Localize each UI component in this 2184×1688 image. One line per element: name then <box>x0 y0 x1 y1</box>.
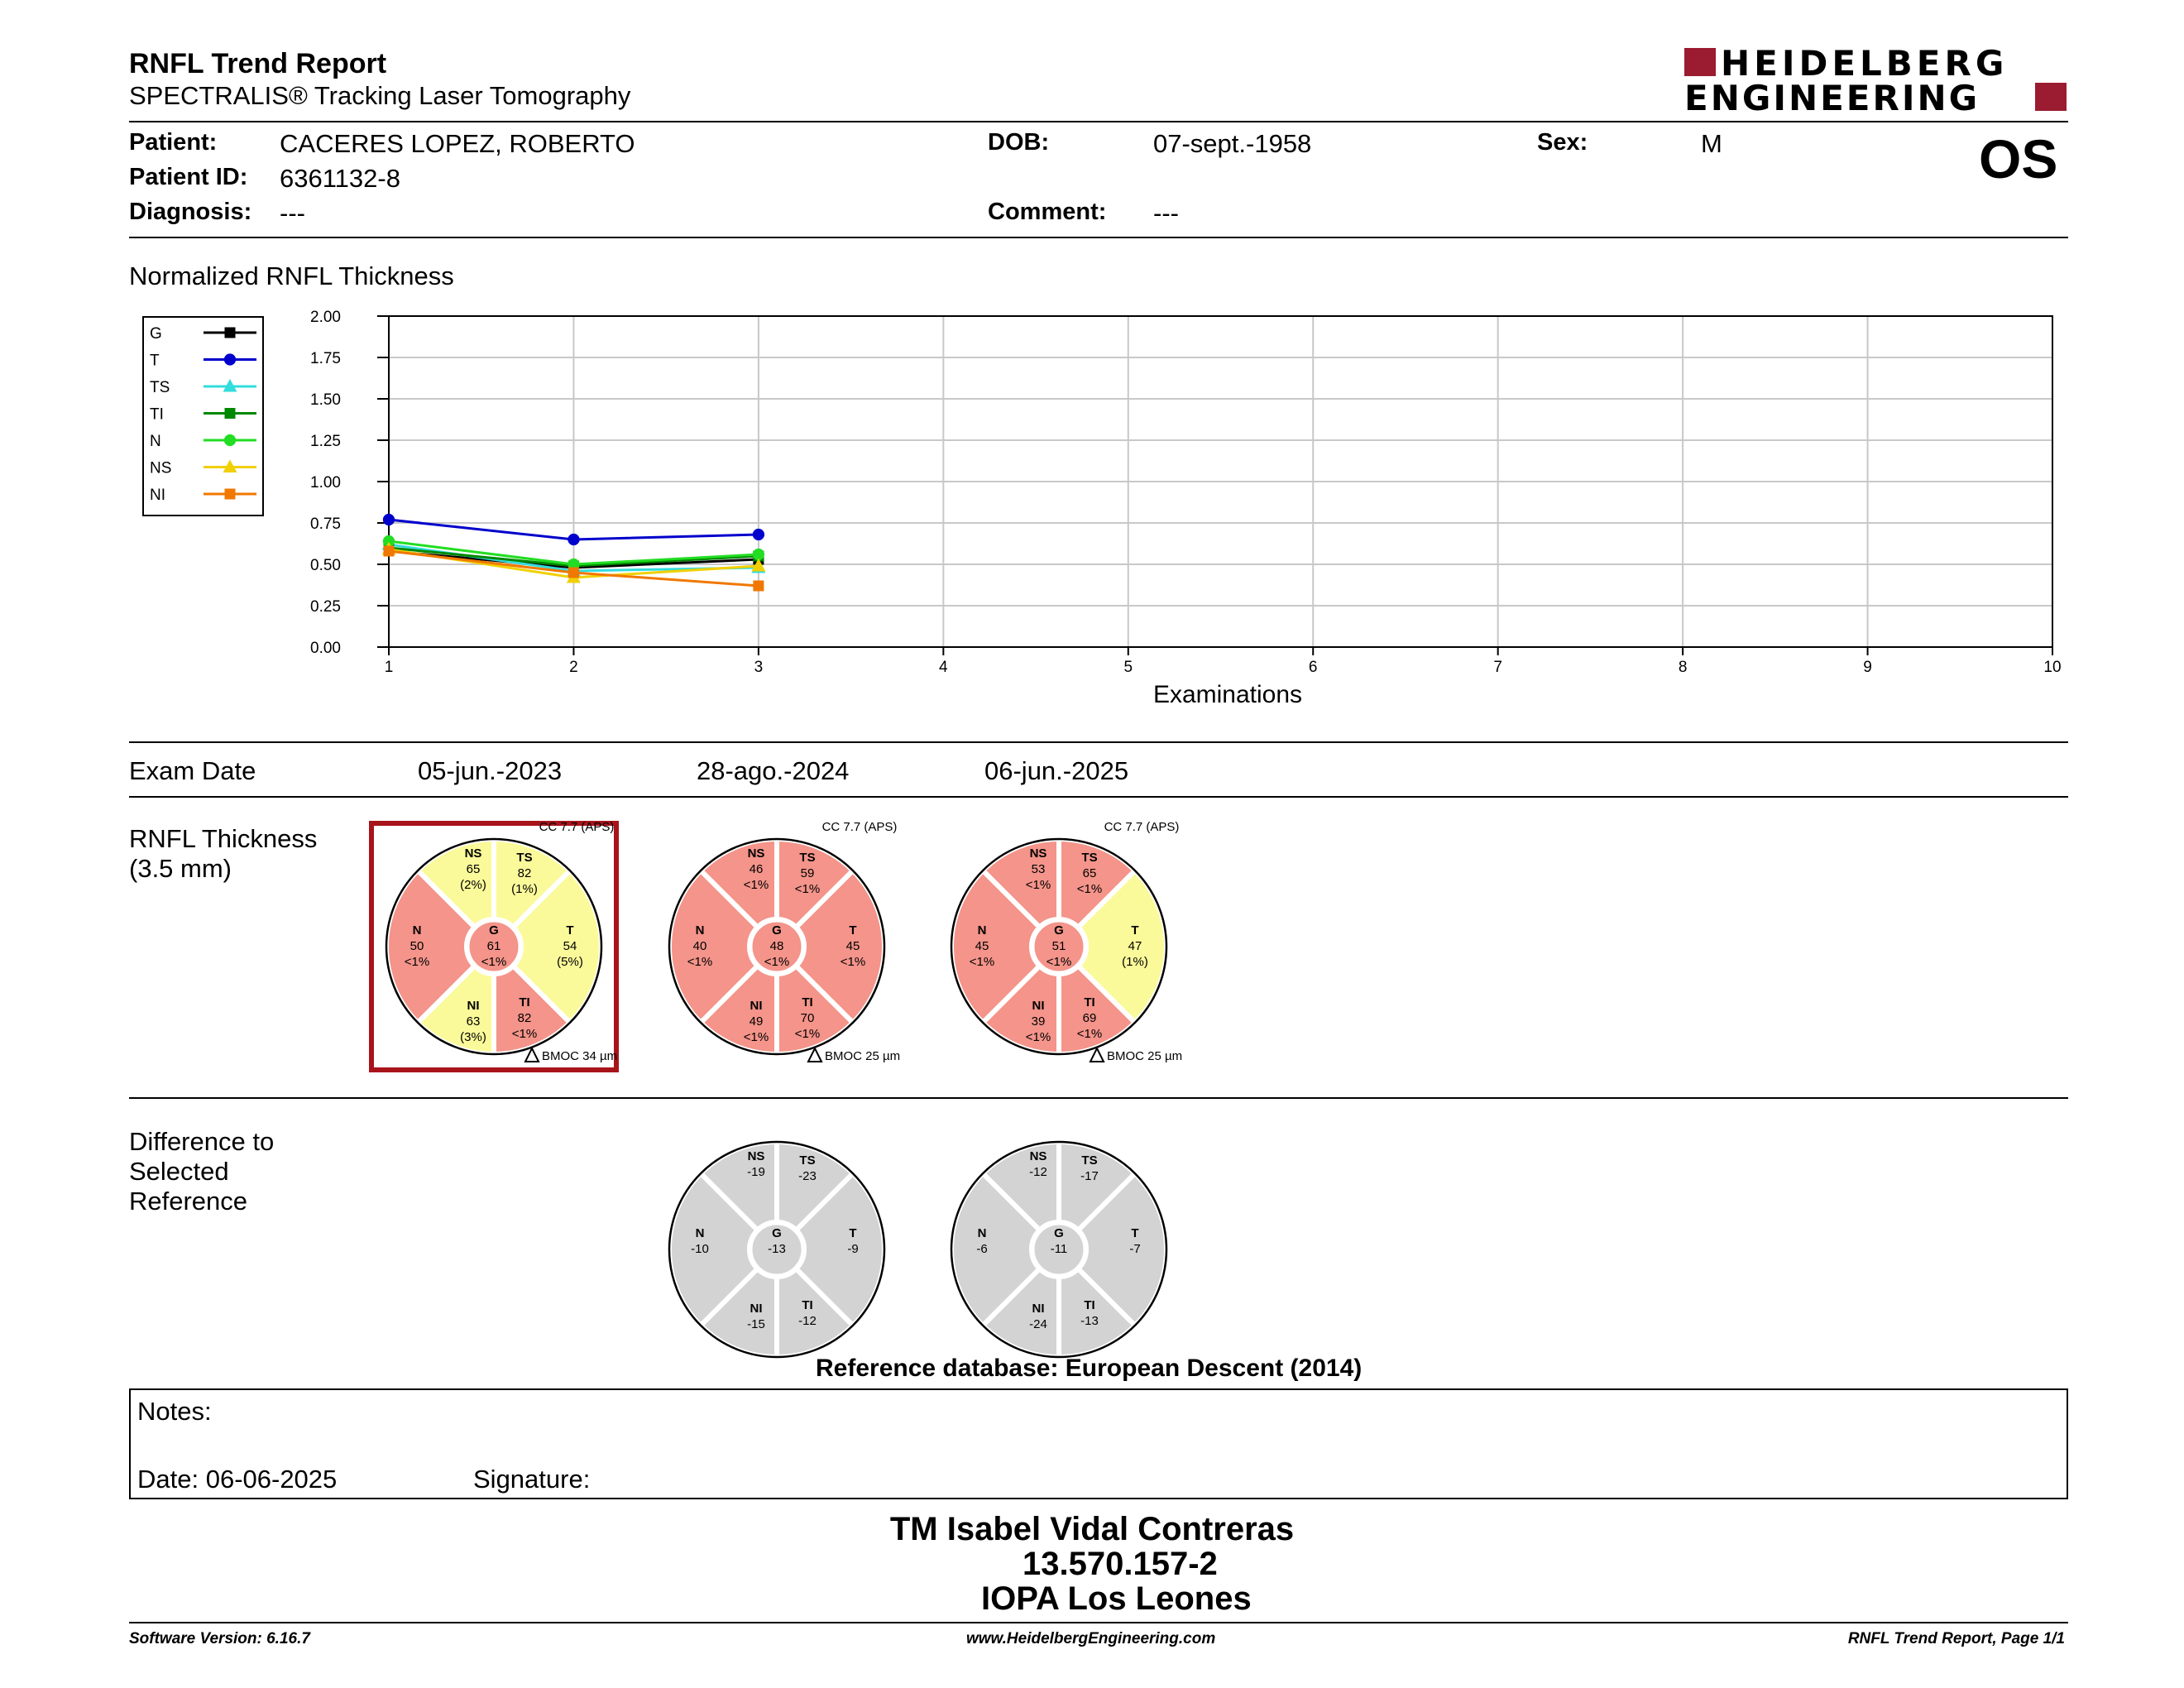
sector-name-ti: TI <box>1084 995 1095 1009</box>
thickness-circle-3 <box>951 820 1182 1063</box>
sector-percentile-ni: (3%) <box>460 1030 486 1044</box>
sector-percentile-t: (5%) <box>557 955 583 969</box>
comment-label: Comment: <box>988 199 1107 225</box>
sector-value-ts: 59 <box>800 866 815 880</box>
exam-date-1: 05-jun.-2023 <box>418 756 563 785</box>
legend-label: T <box>150 352 160 370</box>
sector-percentile-ts: (1%) <box>511 882 538 896</box>
sector-name-g: G <box>772 923 782 938</box>
sector-name-ni: NI <box>750 1302 763 1316</box>
difference-label-line3: Reference <box>129 1187 248 1216</box>
sector-name-n: N <box>695 923 705 938</box>
notes-box <box>129 1388 2068 1499</box>
sector-name-ti: TI <box>802 995 813 1009</box>
sector-value-ni: 39 <box>1031 1014 1046 1029</box>
sector-name-n: N <box>695 1226 705 1240</box>
sector-name-t: T <box>1131 1226 1139 1240</box>
sector-value-ns: -12 <box>1029 1165 1047 1179</box>
sector-percentile-ti: <1% <box>511 1027 538 1041</box>
x-tick-label: 9 <box>1863 659 1872 676</box>
sector-value-ti: -13 <box>1080 1314 1099 1328</box>
bmoc-value: BMOC 34 µm <box>542 1049 618 1063</box>
chart-section-title: Normalized RNFL Thickness <box>129 261 454 290</box>
sector-value-ns: 46 <box>749 862 764 876</box>
sector-value-g: -11 <box>1050 1242 1068 1256</box>
footer-divider <box>129 1622 2068 1623</box>
difference-circle-3 <box>951 1142 1166 1357</box>
thickness-circle-2 <box>669 820 900 1063</box>
sector-name-t: T <box>1131 923 1139 938</box>
sector-name-ns: NS <box>1029 846 1047 861</box>
x-tick-label: 3 <box>754 659 764 676</box>
logo-text-line1: HEIDELBERG <box>1721 43 2009 84</box>
sector-value-ni: 49 <box>749 1014 764 1029</box>
sector-name-ts: TS <box>799 1153 816 1168</box>
x-tick-label: 6 <box>1308 659 1318 676</box>
x-tick-label: 10 <box>2043 659 2062 676</box>
sector-percentile-g: <1% <box>764 955 790 969</box>
y-tick-label: 2.00 <box>310 309 341 326</box>
notes-signature: Signature: <box>473 1465 591 1494</box>
legend-label: N <box>150 433 161 450</box>
y-tick-label: 0.00 <box>310 640 341 657</box>
sector-name-n: N <box>412 923 422 938</box>
page-number: RNFL Trend Report, Page 1/1 <box>1847 1630 2065 1647</box>
sector-name-ti: TI <box>519 995 530 1009</box>
rnfl-thickness-label: RNFL Thickness <box>129 824 318 853</box>
sector-name-ts: TS <box>1081 1153 1098 1168</box>
difference-circle-2 <box>669 1142 884 1357</box>
sector-percentile-n: <1% <box>969 955 995 969</box>
sector-value-g: 61 <box>486 939 501 953</box>
legend-label: TS <box>150 379 170 396</box>
sector-value-g: -13 <box>768 1242 786 1256</box>
report-subtitle: SPECTRALIS® Tracking Laser Tomography <box>129 81 631 110</box>
sector-value-ts: -17 <box>1080 1169 1099 1183</box>
sector-percentile-g: <1% <box>481 955 507 969</box>
sector-percentile-ns: (2%) <box>460 878 486 892</box>
sector-name-ti: TI <box>802 1298 813 1312</box>
sector-value-t: 45 <box>845 939 860 953</box>
sector-value-ti: -12 <box>798 1314 817 1328</box>
sector-name-t: T <box>566 923 574 938</box>
sector-percentile-t: <1% <box>840 955 866 969</box>
quality-cc: CC 7.7 (APS) <box>821 820 898 834</box>
difference-label-line1: Difference to <box>129 1127 275 1156</box>
comment-value: --- <box>1153 199 1179 228</box>
diagnosis-value: --- <box>280 199 305 228</box>
x-tick-label: 7 <box>1493 659 1502 676</box>
sector-value-n: 50 <box>410 939 424 953</box>
y-tick-label: 1.00 <box>310 474 341 492</box>
sector-name-t: T <box>849 923 857 938</box>
sector-name-ns: NS <box>1029 1149 1047 1163</box>
sector-value-n: -10 <box>691 1242 709 1256</box>
sector-name-n: N <box>977 923 987 938</box>
x-tick-label: 4 <box>939 659 948 676</box>
dob-value: 07-sept.-1958 <box>1153 129 1312 158</box>
sector-value-ti: 70 <box>800 1011 815 1025</box>
sector-name-ti: TI <box>1084 1298 1095 1312</box>
sector-value-ns: -19 <box>747 1165 765 1179</box>
sector-name-g: G <box>1054 1226 1064 1240</box>
sector-value-ts: 82 <box>517 866 532 880</box>
patient-name: CACERES LOPEZ, ROBERTO <box>280 129 635 158</box>
software-version: Software Version: 6.16.7 <box>129 1630 310 1647</box>
x-tick-label: 5 <box>1123 659 1133 676</box>
sector-name-g: G <box>1054 923 1064 938</box>
dob-label: DOB: <box>988 129 1050 156</box>
y-tick-label: 0.25 <box>310 598 341 616</box>
signer-institution: IOPA Los Leones <box>981 1580 1252 1617</box>
sex-value: M <box>1701 129 1722 158</box>
sector-value-n: 40 <box>692 939 707 953</box>
exam-date-3: 06-jun.-2025 <box>984 756 1129 785</box>
sector-percentile-ns: <1% <box>743 878 769 892</box>
legend-label: G <box>150 325 162 343</box>
sector-percentile-ni: <1% <box>743 1030 769 1044</box>
patient-id: 6361132-8 <box>280 164 400 193</box>
sector-value-g: 48 <box>769 939 784 953</box>
sector-percentile-ts: <1% <box>1076 882 1103 896</box>
sector-percentile-ts: <1% <box>794 882 821 896</box>
reference-database: Reference database: European Descent (2014) <box>816 1355 1363 1382</box>
sector-name-n: N <box>977 1226 987 1240</box>
sector-name-g: G <box>772 1226 782 1240</box>
sector-value-n: -6 <box>976 1242 988 1256</box>
sector-name-ni: NI <box>1032 1302 1045 1316</box>
sector-name-ts: TS <box>516 851 533 865</box>
sector-value-ti: 82 <box>517 1011 532 1025</box>
legend-label: NS <box>150 459 172 477</box>
quality-cc: CC 7.7 (APS) <box>1104 820 1180 834</box>
sector-value-t: -7 <box>1129 1242 1141 1256</box>
sector-value-ts: -23 <box>798 1169 817 1183</box>
sector-percentile-n: <1% <box>687 955 713 969</box>
sector-value-ni: -24 <box>1029 1317 1047 1331</box>
rnfl-diameter-label: (3.5 mm) <box>129 854 232 883</box>
patient-label: Patient: <box>129 129 218 156</box>
sector-value-g: 51 <box>1051 939 1066 953</box>
sector-value-ns: 65 <box>466 862 481 876</box>
y-tick-label: 0.50 <box>310 557 341 574</box>
x-tick-label: 8 <box>1678 659 1688 676</box>
bmoc-value: BMOC 25 µm <box>1107 1049 1183 1063</box>
patient-id-label: Patient ID: <box>129 164 248 190</box>
diagnosis-label: Diagnosis: <box>129 199 252 225</box>
y-tick-label: 1.50 <box>310 391 341 409</box>
y-tick-label: 0.75 <box>310 516 341 533</box>
sector-name-ns: NS <box>747 846 765 861</box>
sector-name-ni: NI <box>1032 999 1045 1013</box>
sector-value-ni: -15 <box>747 1317 765 1331</box>
y-tick-label: 1.75 <box>310 350 341 367</box>
sector-value-t: -9 <box>847 1242 859 1256</box>
y-tick-label: 1.25 <box>310 433 341 450</box>
sector-value-ns: 53 <box>1031 862 1046 876</box>
sector-percentile-t: (1%) <box>1122 955 1148 969</box>
thickness-circle-1 <box>386 820 617 1063</box>
x-tick-label: 2 <box>569 659 578 676</box>
notes-label: Notes: <box>137 1397 212 1426</box>
sector-value-t: 47 <box>1128 939 1142 953</box>
chart-x-axis-label: Examinations <box>1152 681 1303 708</box>
sector-value-ti: 69 <box>1082 1011 1097 1025</box>
website-link[interactable]: www.HeidelbergEngineering.com <box>966 1630 1216 1647</box>
sector-name-ni: NI <box>750 999 763 1013</box>
sector-value-ts: 65 <box>1082 866 1097 880</box>
sector-name-g: G <box>489 923 499 938</box>
sector-name-t: T <box>849 1226 857 1240</box>
eye-indicator: OS <box>1979 128 2058 189</box>
thickness-divider <box>129 1097 2068 1099</box>
sector-value-n: 45 <box>975 939 989 953</box>
quality-cc: CC 7.7 (APS) <box>539 820 615 834</box>
difference-label-line2: Selected <box>129 1157 229 1186</box>
legend-label: NI <box>150 487 165 504</box>
sector-name-ni: NI <box>467 999 480 1013</box>
bmoc-value: BMOC 25 µm <box>825 1049 901 1063</box>
sector-percentile-n: <1% <box>404 955 430 969</box>
sector-percentile-ti: <1% <box>794 1027 821 1041</box>
logo-text-line2: ENGINEERING <box>1684 78 1980 118</box>
signer-name: TM Isabel Vidal Contreras <box>889 1511 1295 1547</box>
exam-date-label: Exam Date <box>129 756 256 785</box>
sector-percentile-ti: <1% <box>1076 1027 1103 1041</box>
sex-label: Sex: <box>1537 129 1588 156</box>
x-tick-label: 1 <box>384 659 394 676</box>
sector-percentile-g: <1% <box>1046 955 1072 969</box>
sector-name-ts: TS <box>1081 851 1098 865</box>
signer-rut: 13.570.157-2 <box>1023 1546 1218 1582</box>
sector-value-t: 54 <box>563 939 577 953</box>
sector-name-ns: NS <box>464 846 482 861</box>
report-title: RNFL Trend Report <box>129 48 387 79</box>
sector-value-ni: 63 <box>466 1014 481 1029</box>
notes-date: Date: 06-06-2025 <box>137 1465 338 1494</box>
exam-date-2: 28-ago.-2024 <box>697 756 850 785</box>
sector-name-ts: TS <box>799 851 816 865</box>
legend-label: TI <box>150 405 164 424</box>
sector-percentile-ni: <1% <box>1025 1030 1051 1044</box>
sector-name-ns: NS <box>747 1149 765 1163</box>
sector-percentile-ns: <1% <box>1025 878 1051 892</box>
